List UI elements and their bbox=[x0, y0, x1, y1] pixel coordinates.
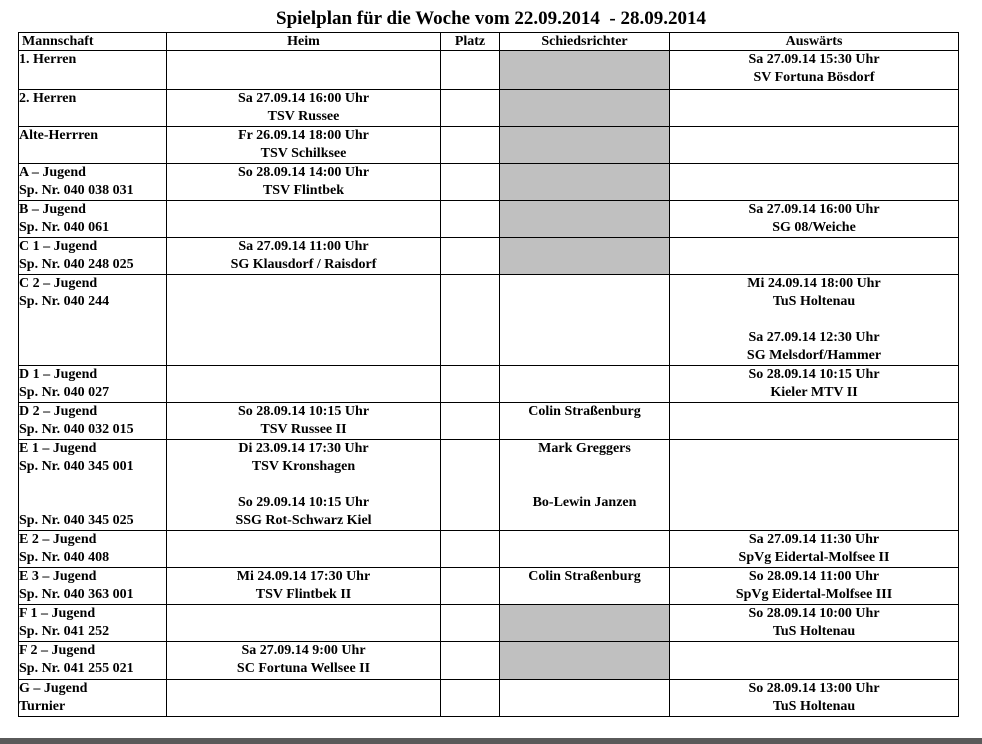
team-cell-line: Sp. Nr. 040 408 bbox=[19, 550, 110, 565]
away-cell bbox=[670, 51, 959, 90]
home-cell-line: So 28.09.14 14:00 Uhr bbox=[237, 165, 370, 180]
team-cell-line: Sp. Nr. 041 255 021 bbox=[19, 661, 134, 676]
referee-cell bbox=[500, 51, 670, 90]
team-cell bbox=[19, 642, 167, 680]
away-cell bbox=[670, 366, 959, 403]
home-cell-line: TSV Russee II bbox=[260, 422, 347, 437]
header-platz: Platz bbox=[441, 33, 500, 51]
platz-cell bbox=[441, 440, 500, 531]
home-cell bbox=[167, 275, 441, 366]
team-cell-line: E 3 – Jugend bbox=[19, 569, 97, 584]
line-gap bbox=[500, 458, 669, 476]
home-cell bbox=[167, 366, 441, 403]
away-cell bbox=[670, 568, 959, 605]
team-cell bbox=[19, 164, 167, 201]
page-title: Spielplan für die Woche vom 22.09.2014 - 28.09.2014 bbox=[276, 8, 706, 29]
home-cell-line: SG Klausdorf / Raisdorf bbox=[230, 257, 377, 272]
team-cell-line: C 1 – Jugend bbox=[19, 239, 98, 254]
platz-cell bbox=[441, 238, 500, 275]
away-cell-line: SpVg Eidertal-Molfsee III bbox=[735, 587, 893, 602]
team-cell bbox=[19, 51, 167, 90]
home-cell-line: Mi 24.09.14 17:30 Uhr bbox=[236, 569, 371, 584]
team-cell-line: Alte-Herrren bbox=[19, 128, 99, 143]
home-cell bbox=[167, 201, 441, 238]
team-cell bbox=[19, 568, 167, 605]
table-row bbox=[19, 51, 959, 90]
platz-cell bbox=[441, 90, 500, 127]
referee-cell-line: Colin Straßenburg bbox=[528, 404, 641, 419]
home-cell bbox=[167, 568, 441, 605]
home-cell bbox=[167, 605, 441, 642]
away-cell bbox=[670, 275, 959, 366]
platz-cell bbox=[441, 531, 500, 568]
away-cell bbox=[670, 531, 959, 568]
team-cell-line: Sp. Nr. 040 244 bbox=[19, 294, 110, 309]
line-gap bbox=[500, 476, 669, 494]
referee-cell bbox=[500, 403, 670, 440]
home-cell-line: Sa 27.09.14 11:00 Uhr bbox=[238, 239, 369, 254]
away-cell bbox=[670, 642, 959, 680]
home-cell-line: So 28.09.14 10:15 Uhr bbox=[237, 404, 370, 419]
referee-cell bbox=[500, 568, 670, 605]
home-cell bbox=[167, 51, 441, 90]
home-cell-line: TSV Russee bbox=[267, 109, 340, 124]
referee-cell bbox=[500, 164, 670, 201]
platz-cell bbox=[441, 201, 500, 238]
home-cell-line: TSV Flintbek II bbox=[255, 587, 352, 602]
referee-cell bbox=[500, 680, 670, 717]
table-row bbox=[19, 238, 959, 275]
away-cell-line: Sa 27.09.14 11:30 Uhr bbox=[748, 532, 880, 547]
team-cell bbox=[19, 238, 167, 275]
referee-cell bbox=[500, 90, 670, 127]
table-row bbox=[19, 440, 959, 531]
referee-cell bbox=[500, 605, 670, 642]
team-cell-line: 2. Herren bbox=[19, 91, 77, 106]
platz-cell bbox=[441, 403, 500, 440]
away-cell-line: Mi 24.09.14 18:00 Uhr bbox=[747, 276, 881, 291]
team-cell-line: Turnier bbox=[19, 699, 66, 714]
home-cell bbox=[167, 127, 441, 164]
home-cell-line: Sa 27.09.14 9:00 Uhr bbox=[241, 643, 366, 658]
table-row bbox=[19, 90, 959, 127]
away-cell-line: SpVg Eidertal-Molfsee II bbox=[738, 550, 890, 565]
team-cell-line: Sp. Nr. 040 345 025 bbox=[19, 513, 134, 528]
referee-cell-line: Colin Straßenburg bbox=[528, 569, 641, 584]
referee-cell bbox=[500, 275, 670, 366]
table-row bbox=[19, 366, 959, 403]
platz-cell bbox=[441, 680, 500, 717]
home-cell bbox=[167, 90, 441, 127]
referee-cell bbox=[500, 127, 670, 164]
team-cell bbox=[19, 605, 167, 642]
away-cell bbox=[670, 440, 959, 531]
home-cell-line: TSV Schilksee bbox=[260, 146, 347, 161]
team-cell-line: Sp. Nr. 040 345 001 bbox=[19, 459, 134, 474]
team-cell-line: E 2 – Jugend bbox=[19, 532, 97, 547]
home-cell bbox=[167, 238, 441, 275]
home-cell-line: Sa 27.09.14 16:00 Uhr bbox=[237, 91, 370, 106]
team-cell-line: 1. Herren bbox=[19, 52, 77, 67]
header-mannschaft: Mannschaft bbox=[19, 33, 167, 51]
header-schiedsrichter: Schiedsrichter bbox=[500, 33, 670, 51]
team-cell-line: F 1 – Jugend bbox=[19, 606, 96, 621]
team-cell-line: Sp. Nr. 040 248 025 bbox=[19, 257, 134, 272]
table-row bbox=[19, 275, 959, 366]
team-cell-line: D 2 – Jugend bbox=[19, 404, 98, 419]
home-cell bbox=[167, 440, 441, 531]
line-gap bbox=[670, 311, 958, 329]
team-cell-line: Sp. Nr. 040 027 bbox=[19, 385, 110, 400]
away-cell bbox=[670, 680, 959, 717]
team-cell bbox=[19, 403, 167, 440]
platz-cell bbox=[441, 366, 500, 403]
home-cell-line: SC Fortuna Wellsee II bbox=[236, 661, 371, 676]
team-cell bbox=[19, 680, 167, 717]
table-row bbox=[19, 127, 959, 164]
away-cell-line: So 28.09.14 11:00 Uhr bbox=[748, 569, 880, 584]
home-cell-line: SSG Rot-Schwarz Kiel bbox=[235, 513, 372, 528]
platz-cell bbox=[441, 605, 500, 642]
window-bottom-bar bbox=[0, 738, 982, 744]
team-cell bbox=[19, 201, 167, 238]
platz-cell bbox=[441, 642, 500, 680]
team-cell-line: Sp. Nr. 040 363 001 bbox=[19, 587, 134, 602]
table-row bbox=[19, 164, 959, 201]
away-cell bbox=[670, 201, 959, 238]
away-cell-line: TuS Holtenau bbox=[772, 699, 856, 714]
away-cell-line: SV Fortuna Bösdorf bbox=[753, 70, 875, 85]
referee-cell bbox=[500, 238, 670, 275]
team-cell-line: Sp. Nr. 040 032 015 bbox=[19, 422, 134, 437]
home-cell-line: Fr 26.09.14 18:00 Uhr bbox=[238, 128, 369, 143]
schedule-table bbox=[18, 32, 959, 717]
team-cell bbox=[19, 275, 167, 366]
team-cell-line: Sp. Nr. 040 038 031 bbox=[19, 183, 134, 198]
team-cell bbox=[19, 127, 167, 164]
team-cell-line: D 1 – Jugend bbox=[19, 367, 98, 382]
team-cell-line: A – Jugend bbox=[19, 165, 86, 180]
referee-cell bbox=[500, 201, 670, 238]
away-cell-line: TuS Holtenau bbox=[772, 624, 856, 639]
away-cell bbox=[670, 403, 959, 440]
platz-cell bbox=[441, 275, 500, 366]
table-row bbox=[19, 568, 959, 605]
away-cell-line: Sa 27.09.14 12:30 Uhr bbox=[748, 330, 880, 345]
home-cell bbox=[167, 680, 441, 717]
table-row bbox=[19, 680, 959, 717]
platz-cell bbox=[441, 164, 500, 201]
home-cell-line: So 29.09.14 10:15 Uhr bbox=[237, 495, 370, 510]
table-row bbox=[19, 403, 959, 440]
team-cell-line: B – Jugend bbox=[19, 202, 86, 217]
team-cell bbox=[19, 90, 167, 127]
away-cell-line: SG 08/Weiche bbox=[772, 220, 856, 235]
team-cell-line: E 1 – Jugend bbox=[19, 441, 97, 456]
team-cell-line: Sp. Nr. 040 061 bbox=[19, 220, 110, 235]
line-gap bbox=[19, 476, 166, 494]
away-cell-line: So 28.09.14 10:00 Uhr bbox=[748, 606, 880, 621]
team-cell bbox=[19, 531, 167, 568]
away-cell-line: So 28.09.14 13:00 Uhr bbox=[748, 681, 880, 696]
table-row bbox=[19, 605, 959, 642]
platz-cell bbox=[441, 127, 500, 164]
line-gap bbox=[167, 476, 440, 494]
referee-cell bbox=[500, 366, 670, 403]
team-cell-line: Sp. Nr. 041 252 bbox=[19, 624, 110, 639]
referee-cell bbox=[500, 642, 670, 680]
team-cell bbox=[19, 440, 167, 531]
header-heim: Heim bbox=[167, 33, 441, 51]
referee-cell bbox=[500, 531, 670, 568]
platz-cell bbox=[441, 51, 500, 90]
line-gap bbox=[19, 494, 166, 512]
away-cell-line: SG Melsdorf/Hammer bbox=[746, 348, 882, 363]
team-cell-line: C 2 – Jugend bbox=[19, 276, 98, 291]
away-cell-line: Sa 27.09.14 16:00 Uhr bbox=[748, 202, 880, 217]
team-cell-line: G – Jugend bbox=[19, 681, 88, 696]
table-row bbox=[19, 642, 959, 680]
referee-cell bbox=[500, 440, 670, 531]
away-cell bbox=[670, 605, 959, 642]
away-cell-line: Sa 27.09.14 15:30 Uhr bbox=[748, 52, 880, 67]
home-cell-line: TSV Kronshagen bbox=[251, 459, 356, 474]
referee-cell-line: Bo-Lewin Janzen bbox=[532, 495, 637, 510]
home-cell bbox=[167, 642, 441, 680]
away-cell-line: TuS Holtenau bbox=[772, 294, 856, 309]
home-cell-line: TSV Flintbek bbox=[262, 183, 345, 198]
team-cell bbox=[19, 366, 167, 403]
table-row bbox=[19, 201, 959, 238]
team-cell-line: F 2 – Jugend bbox=[19, 643, 96, 658]
header-auswaerts: Auswärts bbox=[670, 33, 959, 51]
away-cell bbox=[670, 238, 959, 275]
table-row bbox=[19, 531, 959, 568]
home-cell bbox=[167, 164, 441, 201]
home-cell bbox=[167, 403, 441, 440]
away-cell-line: Kieler MTV II bbox=[770, 385, 858, 400]
away-cell bbox=[670, 90, 959, 127]
header-row bbox=[19, 33, 959, 51]
home-cell-line: Di 23.09.14 17:30 Uhr bbox=[238, 441, 369, 456]
away-cell bbox=[670, 127, 959, 164]
referee-cell-line: Mark Greggers bbox=[538, 441, 631, 456]
home-cell bbox=[167, 531, 441, 568]
away-cell-line: So 28.09.14 10:15 Uhr bbox=[748, 367, 880, 382]
platz-cell bbox=[441, 568, 500, 605]
away-cell bbox=[670, 164, 959, 201]
